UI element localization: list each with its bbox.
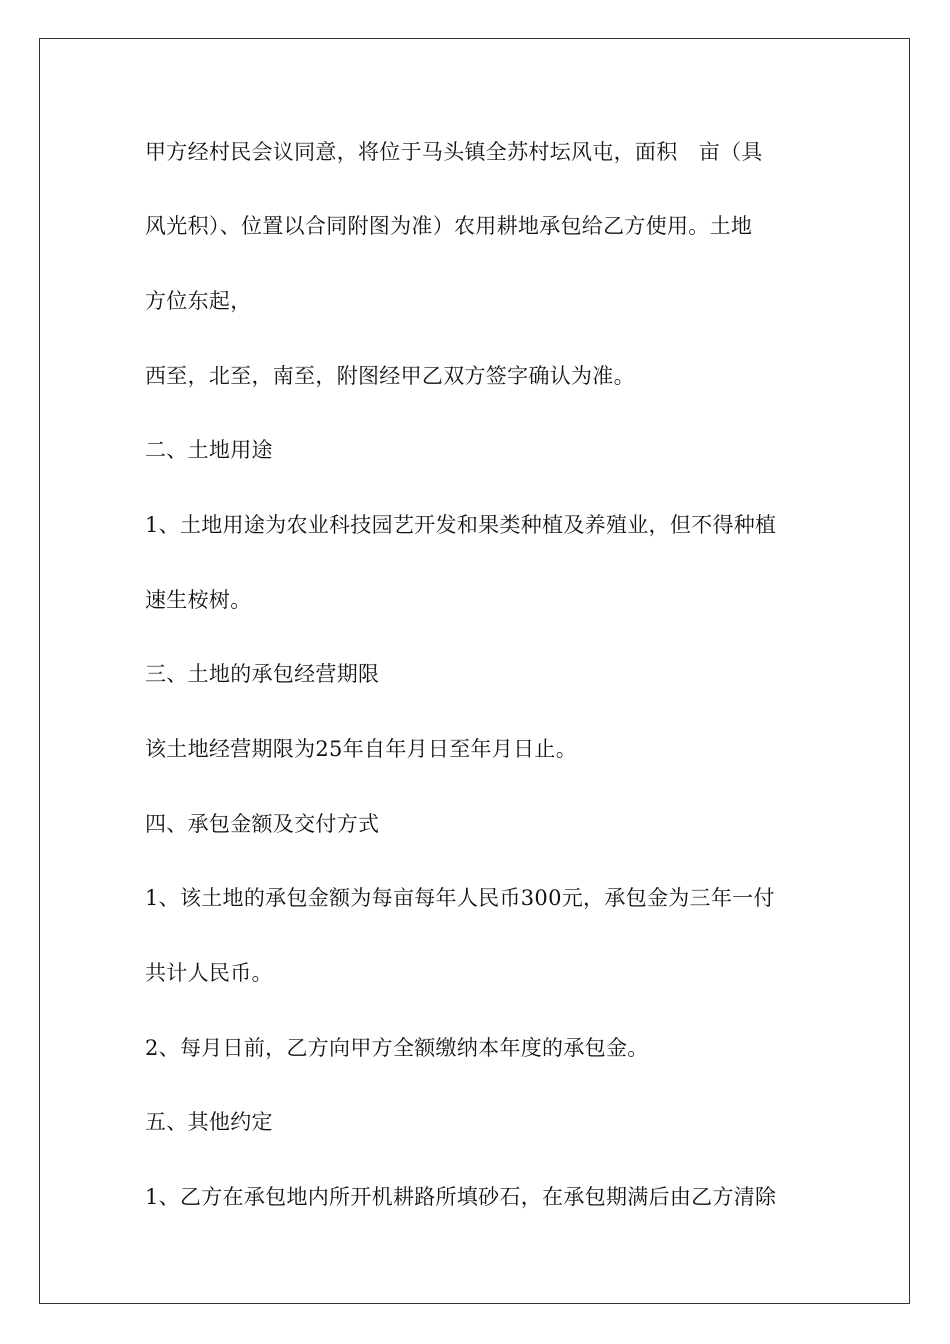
section-heading-4: 四、承包金额及交付方式 [145, 812, 380, 836]
text-line-3: 方位东起， [145, 289, 252, 313]
text-line-9: 该土地经营期限为25年自年月日至年月日止。 [145, 737, 578, 761]
text-line-15: 1、乙方在承包地内所开机耕路所填砂石，在承包期满后由乙方清除 [145, 1185, 777, 1209]
text-line-2: 风光积）、位置以合同附图为准）农用耕地承包给乙方使用。土地 [145, 214, 753, 238]
text-line-7: 速生桉树。 [145, 588, 252, 612]
section-heading-3: 三、土地的承包经营期限 [145, 662, 380, 686]
text-line-6: 1、土地用途为农业科技园艺开发和果类种植及养殖业，但不得种植 [145, 513, 777, 537]
text-line-1: 甲方经村民会议同意，将位于马头镇全苏村坛风屯，面积 亩（具 [145, 140, 763, 164]
text-line-13: 2、每月日前，乙方向甲方全额缴纳本年度的承包金。 [145, 1036, 649, 1060]
text-line-11: 1、该土地的承包金额为每亩每年人民币300元，承包金为三年一付 [145, 886, 775, 910]
section-heading-2: 二、土地用途 [145, 438, 273, 462]
text-line-4: 西至，北至，南至，附图经甲乙双方签字确认为准。 [145, 364, 635, 388]
section-heading-5: 五、其他约定 [145, 1110, 273, 1134]
text-line-12: 共计人民币。 [145, 961, 273, 985]
